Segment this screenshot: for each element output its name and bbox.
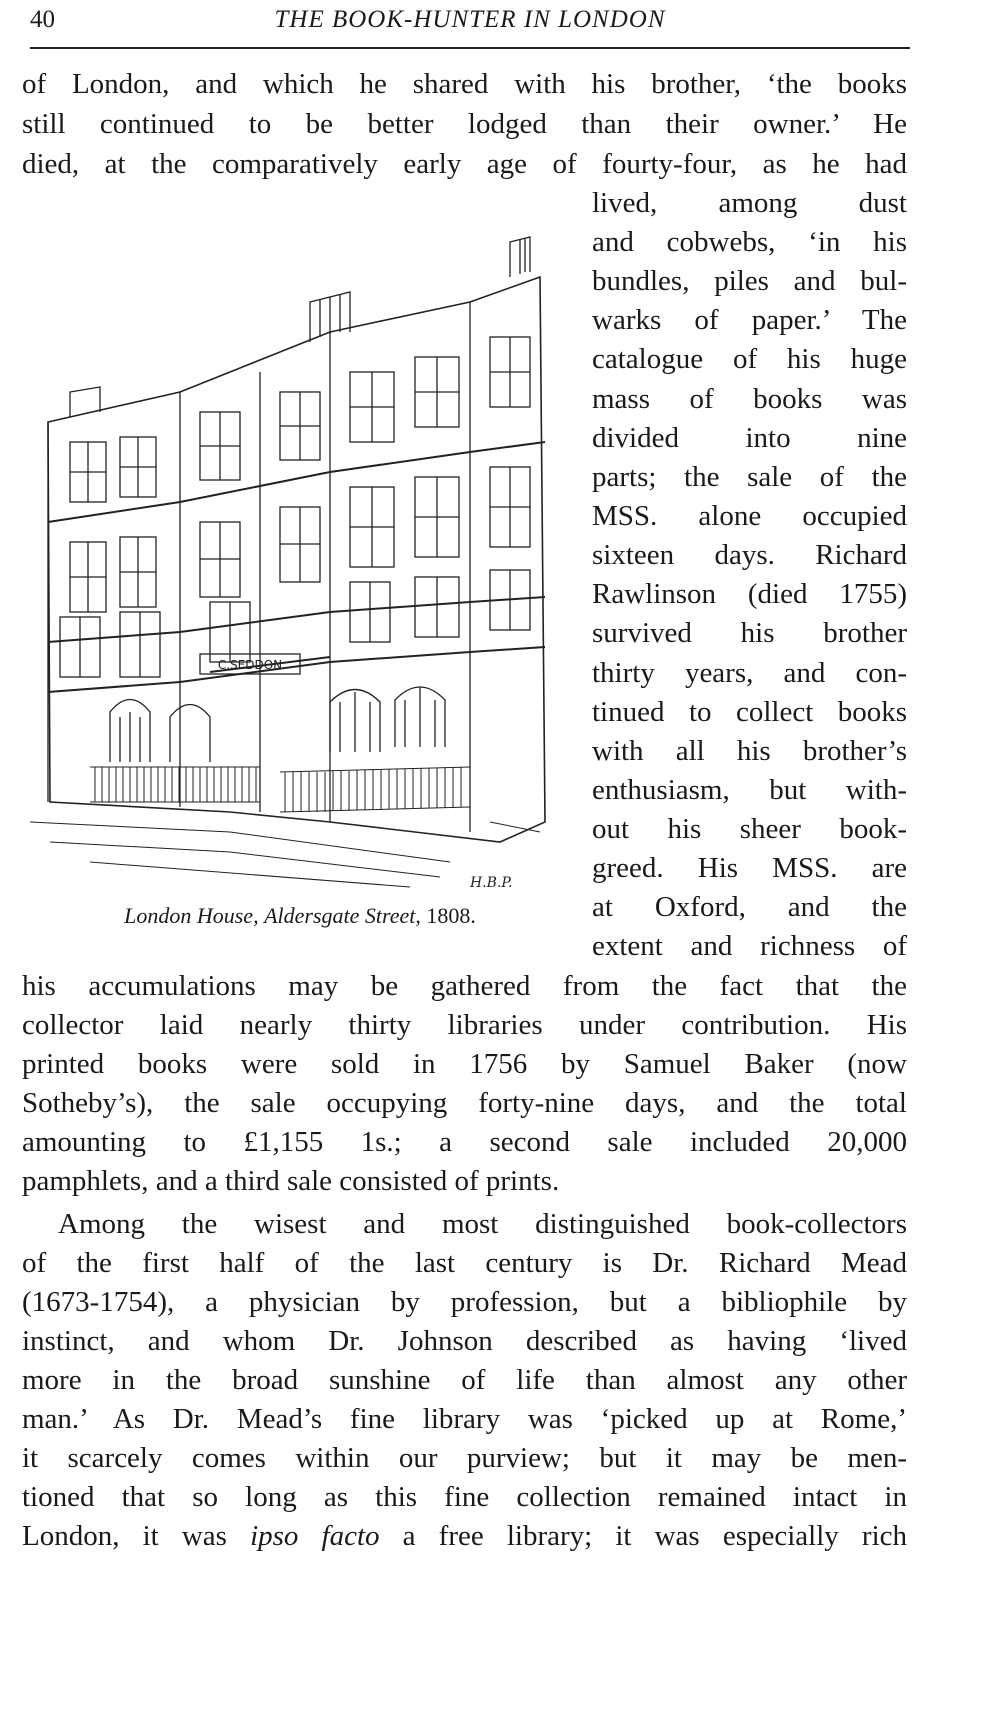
text-line: warks of paper.’ The: [592, 304, 907, 336]
text-line: bundles, piles and bul-: [592, 265, 907, 297]
text-line: Sotheby’s), the sale occupying forty-nine days, and the total: [22, 1087, 907, 1119]
text-line-last: [22, 1516, 907, 1556]
text-line: man.’ As Dr. Mead’s fine library was ‘picked up at Rome,’: [22, 1403, 907, 1435]
text-line: greed. His MSS. are: [592, 852, 907, 884]
caption-place: London House: [124, 903, 254, 928]
text-line: MSS. alone occupied: [592, 500, 907, 532]
text-line: divided into nine: [592, 422, 907, 454]
text-line: instinct, and whom Dr. Johnson described as having ‘lived: [22, 1325, 907, 1357]
chimneys: [70, 237, 530, 417]
caption-street: Aldersgate Street: [264, 903, 416, 928]
text-line: Rawlinson (died 1755): [592, 578, 907, 610]
text-line: enthusiasm, but with-: [592, 774, 907, 806]
illustration-london-house: [30, 222, 570, 912]
text-line: Among the wisest and most distinguished book-collectors: [58, 1208, 907, 1240]
text-line: more in the broad sunshine of life than almost any other: [22, 1364, 907, 1396]
text-line: printed books were sold in 1756 by Samuel Baker (now: [22, 1048, 907, 1080]
text-line: parts; the sale of the: [592, 461, 907, 493]
text-line: mass of books was: [592, 383, 907, 415]
text-line: of the first half of the last century is Dr. Richard Mead: [22, 1247, 907, 1279]
text-line: it scarcely comes within our purview; but it may be men-: [22, 1442, 907, 1474]
text-line: catalogue of his huge: [592, 343, 907, 375]
page-number: 40: [30, 6, 55, 33]
text-line: still continued to be better lodged than their owner.’ He: [22, 108, 907, 140]
text-line: sixteen days. Richard: [592, 539, 907, 571]
last-line-before: London, it was: [22, 1520, 251, 1552]
text-line: and cobwebs, ‘in his: [592, 226, 907, 258]
caption-year: 1808.: [426, 903, 476, 928]
text-line: thirty years, and con-: [592, 657, 907, 689]
text-line: (1673-1754), a physician by profession, but a bibliophile by: [22, 1286, 907, 1318]
railings: [90, 767, 470, 812]
text-line: collector laid nearly thirty libraries under contribution. His: [22, 1009, 907, 1041]
text-line: out his sheer book-: [592, 813, 907, 845]
text-line: extent and richness of: [592, 930, 907, 962]
running-title: THE BOOK-HUNTER IN LONDON: [274, 6, 666, 33]
shop-sign-text: C.SEDDON: [217, 658, 283, 672]
shopfront-arches: [110, 687, 445, 762]
last-line-italic: ipso facto: [250, 1520, 380, 1552]
running-header: [30, 4, 910, 40]
text-line: tioned that so long as this fine collection remained intact in: [22, 1481, 907, 1513]
text-line: pamphlets, and a third sale consisted of prints.: [22, 1165, 560, 1197]
artist-signature: H.B.P.: [470, 875, 513, 891]
text-line: tinued to collect books: [592, 696, 907, 728]
text-line: survived his brother: [592, 617, 907, 649]
windows-middle: [70, 467, 530, 612]
text-line: at Oxford, and the: [592, 891, 907, 923]
header-rule: [30, 47, 910, 49]
text-line: amounting to £1,155 1s.; a second sale included 20,000: [22, 1126, 907, 1158]
text-line: with all his brother’s: [592, 735, 907, 767]
text-line: his accumulations may be gathered from the fact that the: [22, 970, 907, 1002]
building-outline: [48, 277, 545, 842]
text-line: lived, among dust: [592, 187, 907, 219]
last-line-after: a free library; it was especially rich: [379, 1520, 907, 1552]
text-line: died, at the comparatively early age of fourty-four, as he had: [22, 148, 907, 180]
street-lines: [30, 822, 540, 887]
figure-caption: London House, Aldersgate Street, 1808.: [124, 903, 476, 928]
text-line: of London, and which he shared with his brother, ‘the books: [22, 68, 907, 100]
